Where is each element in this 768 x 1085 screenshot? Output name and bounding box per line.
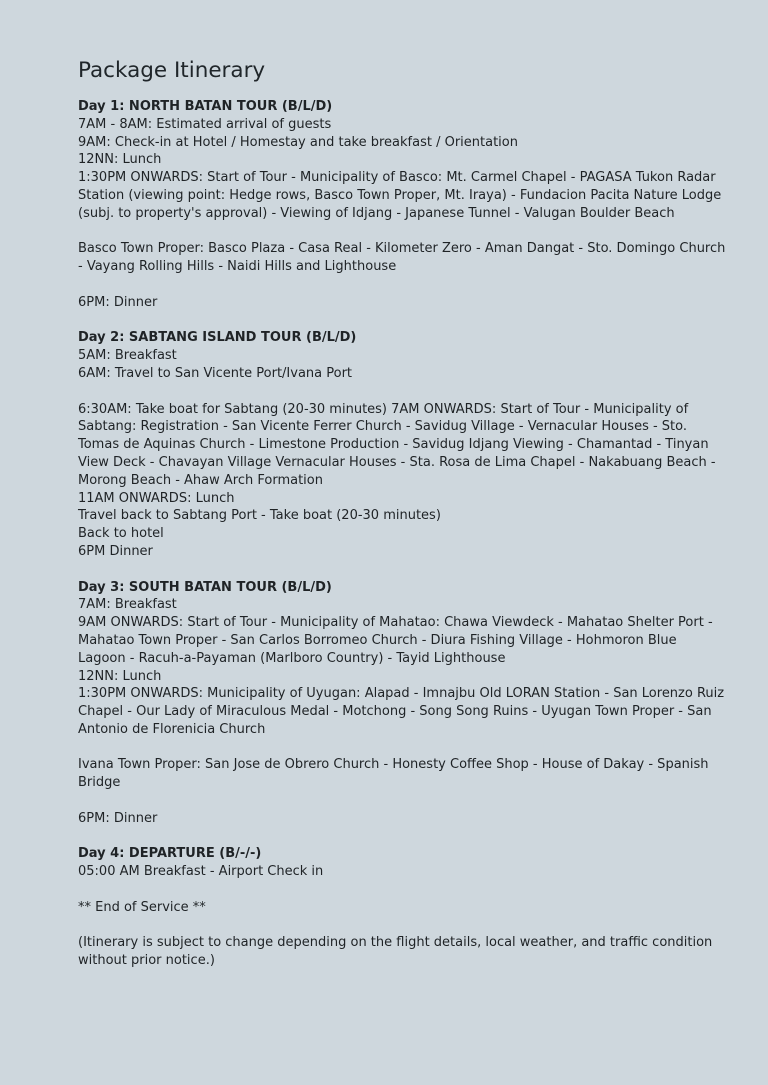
itinerary-line: Ivana Town Proper: San Jose de Obrero Church - Honesty Coffee Shop - House of Dakay - Spanish Bridge bbox=[78, 757, 709, 791]
day-heading: Day 3: SOUTH BATAN TOUR (B/L/D) bbox=[78, 579, 332, 595]
day-heading: Day 2: SABTANG ISLAND TOUR (B/L/D) bbox=[78, 330, 357, 346]
day-heading: Day 4: DEPARTURE (B/-/-) bbox=[78, 846, 262, 862]
blank-line bbox=[78, 276, 728, 294]
blank-line bbox=[78, 739, 728, 757]
day-section bbox=[78, 845, 728, 970]
day-section bbox=[78, 579, 728, 828]
itinerary-line: 1:30PM ONWARDS: Municipality of Uyugan: Alapad - Imnajbu Old LORAN Station - San Lorenzo Ruiz Chapel - Our Lady of Miraculous Medal - Motchong - Song Song Ruins - Uyugan Town Proper - San Antonio de Florenicia Church bbox=[78, 686, 725, 737]
itinerary-line: (Itinerary is subject to change depending on the flight details, local weather, and traffic condition without prior notice.) bbox=[78, 935, 713, 969]
day-section bbox=[78, 329, 728, 560]
itinerary-line: 1:30PM ONWARDS: Start of Tour - Municipality of Basco: Mt. Carmel Chapel - PAGASA Tukon Radar Station (viewing point: Hedge rows, Basco Town Proper, Mt. Iraya) - Fundacion Pacita Nature Lodge (subj. to property's approval) - Viewing of Idjang - Japanese Tunnel - Valugan Boulder Beach bbox=[78, 170, 722, 221]
blank-line bbox=[78, 223, 728, 241]
itinerary-line: 9AM ONWARDS: Start of Tour - Municipality of Mahatao: Chawa Viewdeck - Mahatao Shelter Port - Mahatao Town Proper - San Carlos Borromeo Church - Diura Fishing Village - Hohmoron Blue Lagoon - Racuh-a-Payaman (Marlboro Country) - Tayid Lighthouse bbox=[78, 615, 713, 666]
itinerary-line: 11AM ONWARDS: Lunch bbox=[78, 490, 235, 506]
itinerary-line: 05:00 AM Breakfast - Airport Check in bbox=[78, 864, 324, 880]
itinerary-line: 9AM: Check-in at Hotel / Homestay and take breakfast / Orientation bbox=[78, 134, 518, 150]
itinerary-body bbox=[78, 98, 728, 970]
itinerary-line: Travel back to Sabtang Port - Take boat (20-30 minutes) bbox=[78, 508, 441, 524]
section-gap bbox=[78, 561, 728, 579]
itinerary-line: ** End of Service ** bbox=[78, 899, 206, 915]
itinerary-line: 6PM: Dinner bbox=[78, 810, 158, 826]
itinerary-line: 12NN: Lunch bbox=[78, 668, 162, 684]
blank-line bbox=[78, 792, 728, 810]
itinerary-line: 6AM: Travel to San Vicente Port/Ivana Port bbox=[78, 365, 353, 381]
itinerary-line: Back to hotel bbox=[78, 526, 164, 542]
blank-line bbox=[78, 383, 728, 401]
itinerary-line: 6:30AM: Take boat for Sabtang (20-30 minutes) 7AM ONWARDS: Start of Tour - Municipality of Sabtang: Registration - San Vicente Ferrer Church - Savidug Village - Vernacular Houses - Sto. Tomas de Aquinas Church - Limestone Production - Savidug Idjang Viewing - Chamantad - Tinyan View Deck - Chavayan Village Vernacular Houses - Sta. Rosa de Lima Chapel - Nakabuang Beach - Morong Beach - Ahaw Arch Formation bbox=[78, 401, 716, 488]
day-heading: Day 1: NORTH BATAN TOUR (B/L/D) bbox=[78, 99, 333, 114]
page-title: Package Itinerary bbox=[78, 58, 266, 83]
blank-line bbox=[78, 881, 728, 899]
blank-line bbox=[78, 917, 728, 935]
itinerary-line: 7AM - 8AM: Estimated arrival of guests bbox=[78, 116, 332, 132]
itinerary-line: 6PM Dinner bbox=[78, 543, 153, 559]
section-gap bbox=[78, 828, 728, 846]
section-gap bbox=[78, 312, 728, 330]
itinerary-line: 7AM: Breakfast bbox=[78, 597, 177, 613]
itinerary-line: 5AM: Breakfast bbox=[78, 348, 177, 364]
itinerary-line: 12NN: Lunch bbox=[78, 152, 162, 168]
itinerary-line: Basco Town Proper: Basco Plaza - Casa Real - Kilometer Zero - Aman Dangat - Sto. Domingo Church - Vayang Rolling Hills - Naidi Hills and Lighthouse bbox=[78, 241, 726, 275]
day-section bbox=[78, 98, 728, 312]
itinerary-line: 6PM: Dinner bbox=[78, 294, 158, 310]
